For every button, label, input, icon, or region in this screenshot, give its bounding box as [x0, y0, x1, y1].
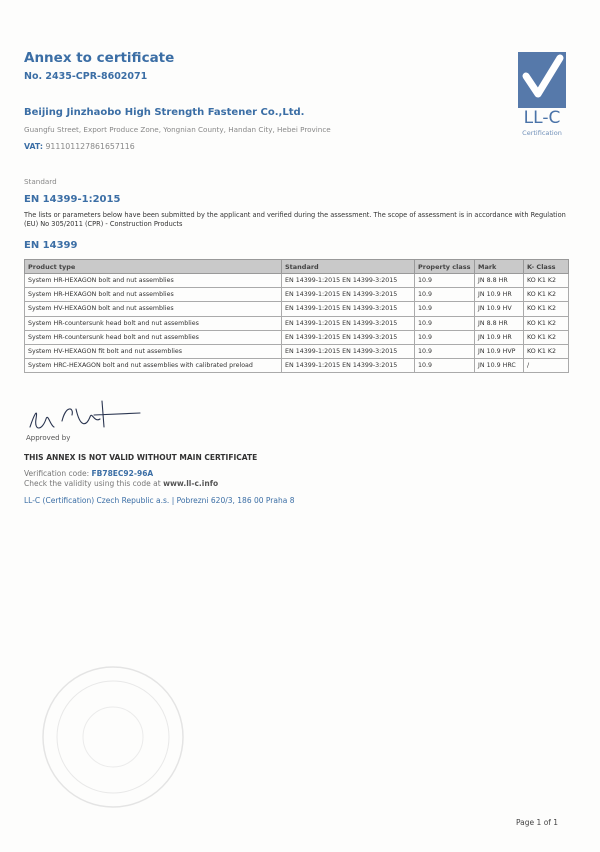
- table-cell: 10.9: [415, 274, 475, 288]
- check-url-link[interactable]: www.ll-c.info: [163, 479, 219, 488]
- table-cell: KO K1 K2: [524, 344, 569, 358]
- embossed-seal: [38, 662, 188, 812]
- table-cell: KO K1 K2: [524, 302, 569, 316]
- table-cell: KO K1 K2: [524, 316, 569, 330]
- verification-label: Verification code:: [24, 469, 90, 478]
- verification-line: [24, 469, 153, 478]
- table-row: [25, 274, 569, 288]
- page-number: Page 1 of 1: [516, 818, 559, 827]
- table-cell: 10.9: [415, 316, 475, 330]
- table-cell: 10.9: [415, 302, 475, 316]
- vat-number: 911101127861657116: [45, 142, 135, 151]
- vat-label: VAT:: [24, 142, 43, 151]
- table-cell: 10.9: [415, 288, 475, 302]
- table-cell: KO K1 K2: [524, 288, 569, 302]
- table-header-row: [25, 260, 569, 274]
- table-cell: 10.9: [415, 359, 475, 373]
- table-cell: 10.9: [415, 330, 475, 344]
- column-header: Standard: [282, 260, 415, 274]
- table-cell: KO K1 K2: [524, 274, 569, 288]
- intro-text: The lists or parameters below have been submitted by the applicant and verified during the assessment. The scope of assessment is in accordance with Regulation (EU) No 305/2011 (CPR) - Construction Products: [24, 211, 566, 228]
- company-name: Beijing Jinzhaobo High Strength Fastener Co.,Ltd.: [24, 107, 305, 118]
- table-cell: EN 14399-1:2015 EN 14399-3:2015: [282, 330, 415, 344]
- standard-value: EN 14399-1:2015: [24, 194, 121, 205]
- table-cell: EN 14399-1:2015 EN 14399-3:2015: [282, 359, 415, 373]
- table-cell: JN 8.8 HR: [475, 274, 524, 288]
- signature: [24, 397, 144, 437]
- logo-subtitle: Certification: [522, 129, 562, 137]
- logo-text: LL-C: [523, 108, 561, 128]
- issuer-address: LL-C (Certification) Czech Republic a.s. | Pobrezni 620/3, 186 00 Praha 8: [24, 496, 295, 505]
- approved-by-label: Approved by: [26, 434, 71, 442]
- table-cell: EN 14399-1:2015 EN 14399-3:2015: [282, 302, 415, 316]
- table-cell: System HR-countersunk head bolt and nut assemblies: [25, 330, 282, 344]
- table-cell: JN 10.9 HVP: [475, 344, 524, 358]
- table-row: [25, 288, 569, 302]
- column-header: Product type: [25, 260, 282, 274]
- table-cell: JN 10.9 HR: [475, 288, 524, 302]
- table-cell: EN 14399-1:2015 EN 14399-3:2015: [282, 288, 415, 302]
- annex-title: Annex to certificate: [24, 50, 175, 66]
- column-header: K- Class: [524, 260, 569, 274]
- check-text: Check the validity using this code at: [24, 479, 161, 488]
- validity-notice: THIS ANNEX IS NOT VALID WITHOUT MAIN CERTIFICATE: [24, 453, 258, 462]
- table-row: [25, 344, 569, 358]
- table-cell: JN 8.8 HR: [475, 316, 524, 330]
- table-cell: 10.9: [415, 344, 475, 358]
- table-cell: System HR-HEXAGON bolt and nut assemblies: [25, 274, 282, 288]
- column-header: Property class: [415, 260, 475, 274]
- table-cell: JN 10.9 HRC: [475, 359, 524, 373]
- table-cell: System HR-HEXAGON bolt and nut assemblies: [25, 288, 282, 302]
- verification-code: FB78EC92-96A: [91, 469, 154, 478]
- check-line: [24, 479, 218, 488]
- standard-label: Standard: [24, 177, 57, 186]
- certificate-number: No. 2435-CPR-8602071: [24, 71, 148, 82]
- table-cell: JN 10.9 HV: [475, 302, 524, 316]
- vat-line: [24, 142, 135, 151]
- product-table: [24, 259, 569, 373]
- table-cell: System HRC-HEXAGON bolt and nut assemblies with calibrated preload: [25, 359, 282, 373]
- column-header: Mark: [475, 260, 524, 274]
- table-cell: KO K1 K2: [524, 330, 569, 344]
- table-row: [25, 316, 569, 330]
- table-cell: System HR-countersunk head bolt and nut assemblies: [25, 316, 282, 330]
- table-cell: EN 14399-1:2015 EN 14399-3:2015: [282, 274, 415, 288]
- table-cell: JN 10.9 HR: [475, 330, 524, 344]
- table-row: [25, 359, 569, 373]
- table-cell: /: [524, 359, 569, 373]
- table-cell: System HV-HEXAGON bolt and nut assemblies: [25, 302, 282, 316]
- table-cell: EN 14399-1:2015 EN 14399-3:2015: [282, 344, 415, 358]
- table-cell: EN 14399-1:2015 EN 14399-3:2015: [282, 316, 415, 330]
- company-address: Guangfu Street, Export Produce Zone, Yongnian County, Handan City, Hebei Province: [24, 125, 331, 134]
- table-cell: System HV-HEXAGON fit bolt and nut assemblies: [25, 344, 282, 358]
- table-row: [25, 330, 569, 344]
- table-heading: EN 14399: [24, 240, 78, 251]
- table-row: [25, 302, 569, 316]
